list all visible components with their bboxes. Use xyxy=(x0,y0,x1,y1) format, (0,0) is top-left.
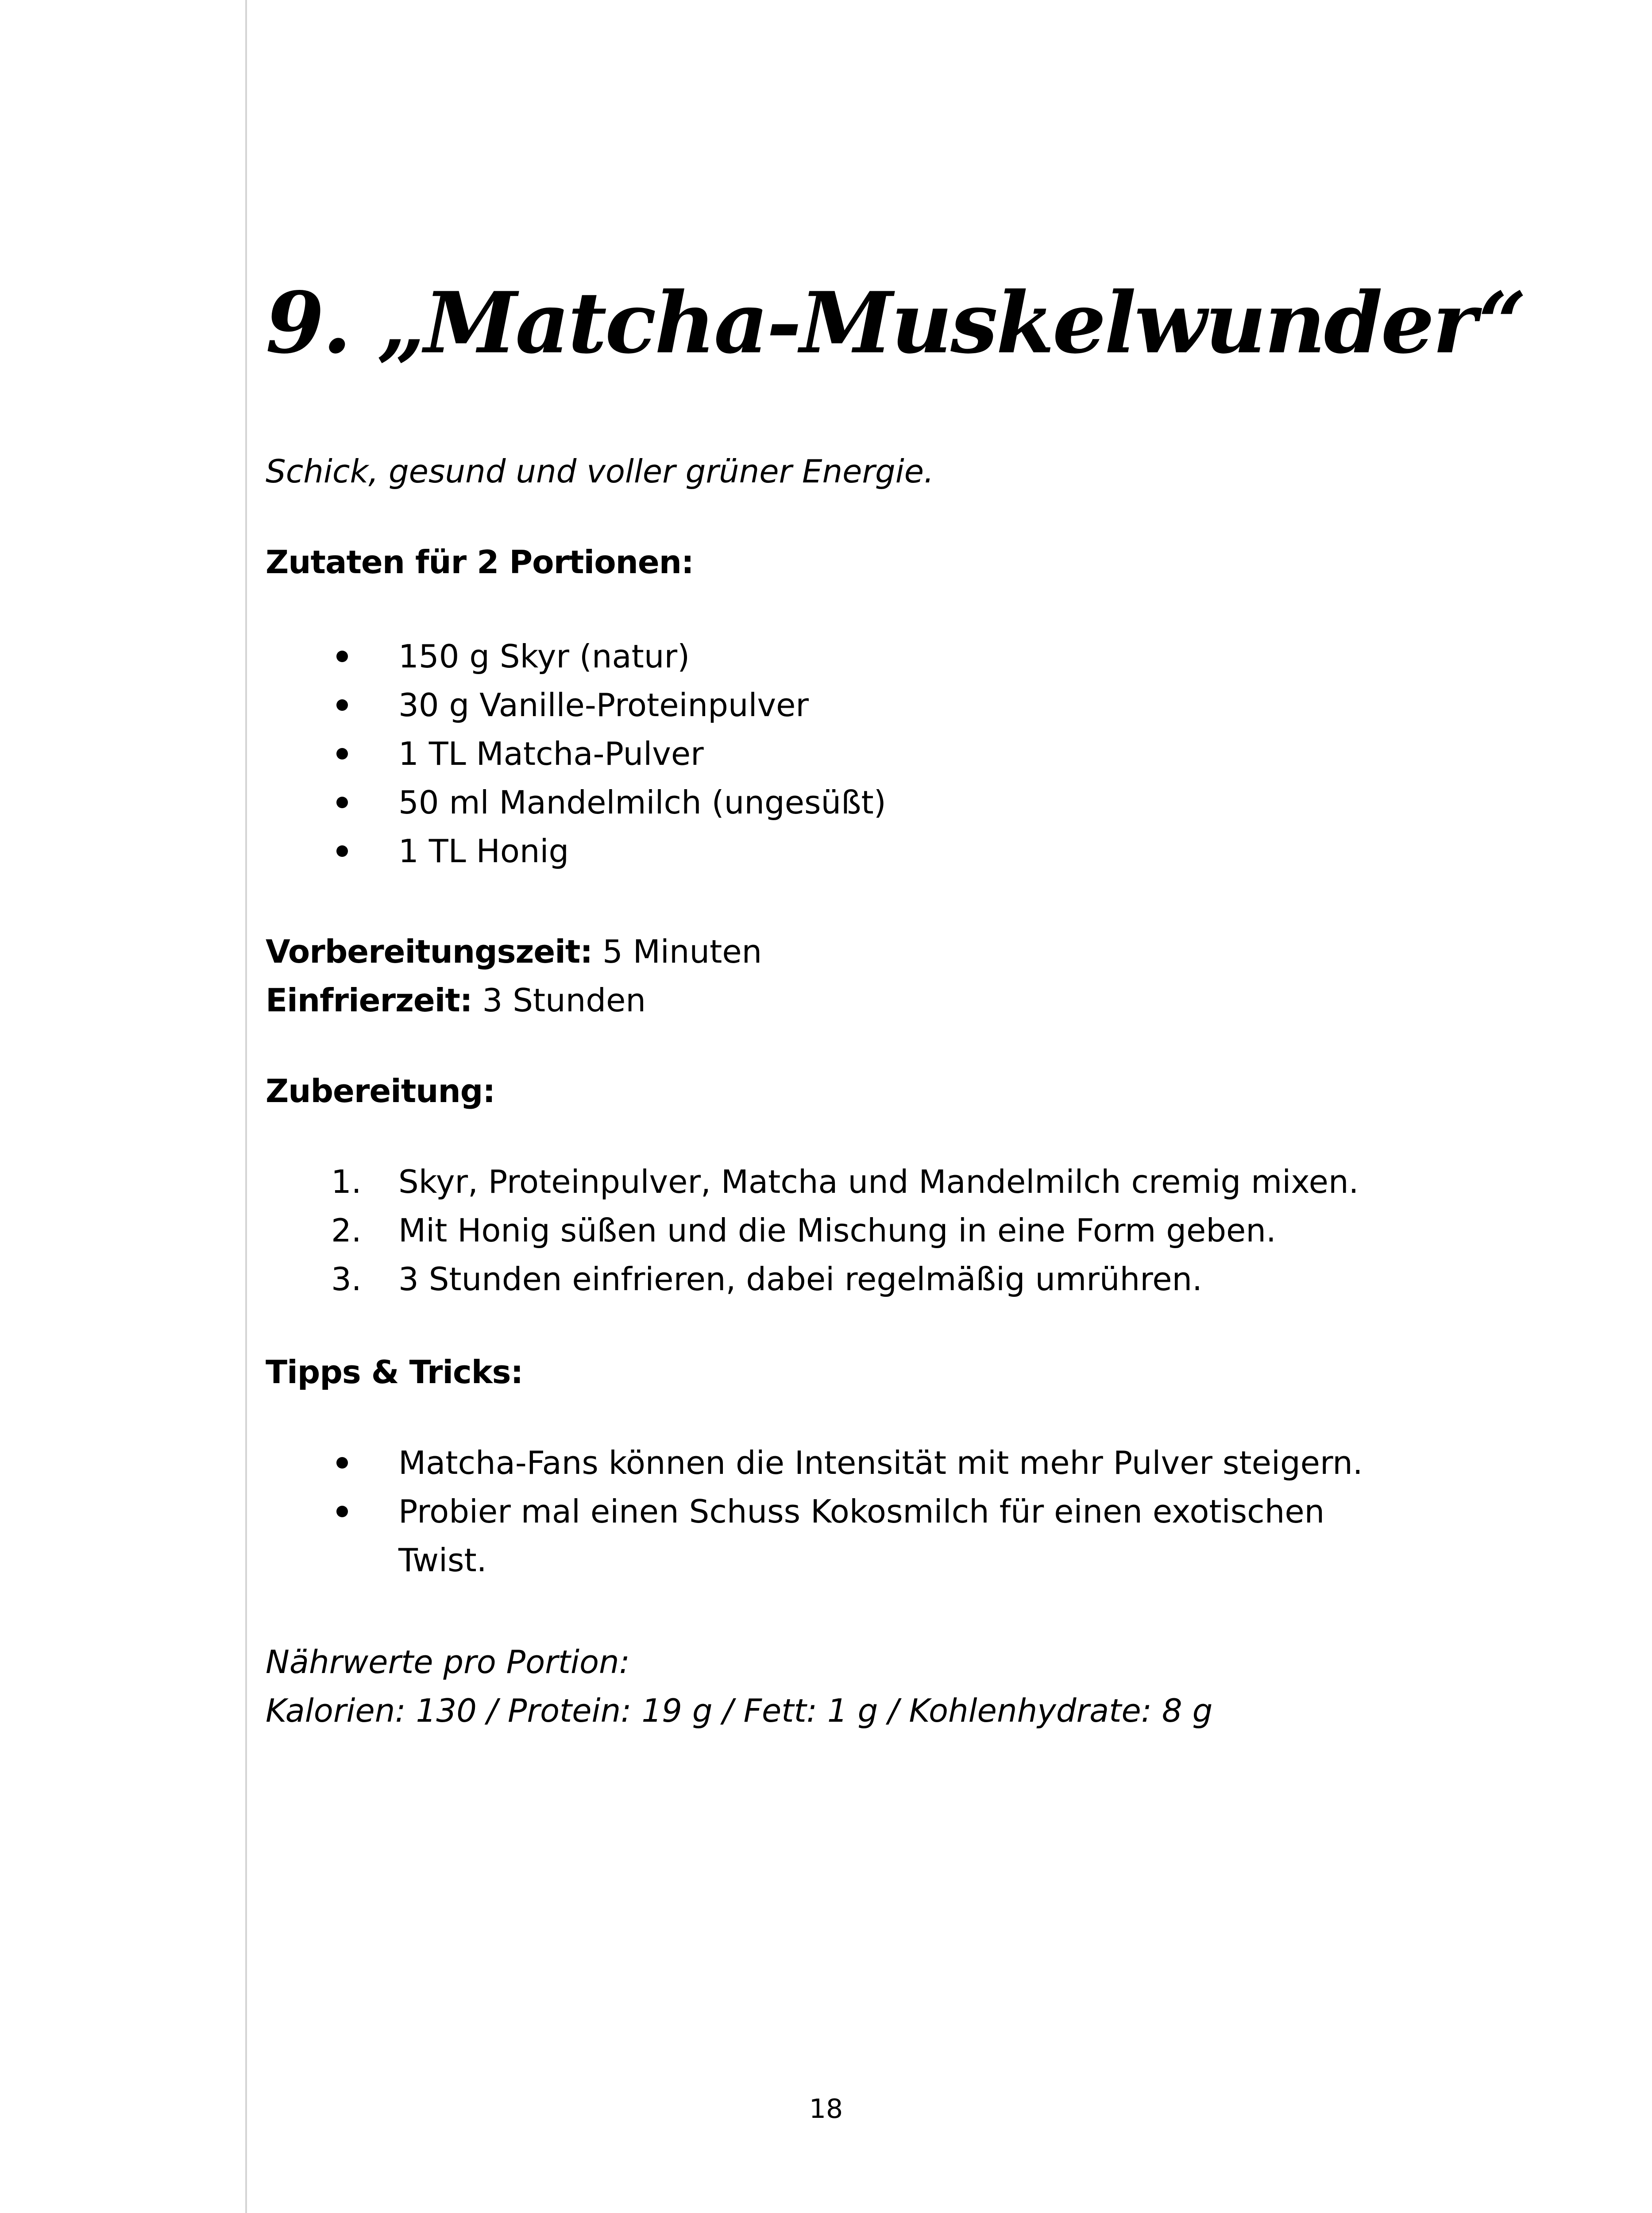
nutrition-info xyxy=(266,1638,1212,1735)
ingredient-text: 1 TL Matcha-Pulver xyxy=(398,735,704,772)
list-item xyxy=(266,827,886,875)
freeze-time-value: 3 Stunden xyxy=(482,982,646,1019)
list-item-continuation xyxy=(266,1536,1363,1585)
tip-text: Probier mal einen Schuss Kokosmilch für einen exotischen xyxy=(398,1493,1325,1530)
freeze-time xyxy=(266,976,762,1025)
recipe-tagline: Schick, gesund und voller grüner Energie. xyxy=(266,453,934,490)
page-number: 18 xyxy=(809,2093,843,2124)
prep-time xyxy=(266,927,762,976)
step-text: Skyr, Proteinpulver, Matcha und Mandelmilch cremig mixen. xyxy=(398,1163,1359,1200)
tip-text: Twist. xyxy=(398,1542,487,1579)
ingredient-text: 150 g Skyr (natur) xyxy=(398,638,690,675)
list-item xyxy=(266,1206,1359,1255)
preparation-steps xyxy=(266,1157,1359,1303)
ingredient-text: 30 g Vanille-Proteinpulver xyxy=(398,686,809,724)
list-item xyxy=(266,1255,1359,1303)
bullet-icon xyxy=(336,1457,348,1469)
tips-list xyxy=(266,1438,1363,1585)
bullet-icon xyxy=(336,797,348,808)
prep-time-label: Vorbereitungszeit: xyxy=(266,933,593,970)
page-margin-rule xyxy=(245,0,247,2213)
step-number: 2. xyxy=(331,1212,362,1249)
freeze-time-label: Einfrierzeit: xyxy=(266,982,472,1019)
bullet-icon xyxy=(336,699,348,711)
step-text: 3 Stunden einfrieren, dabei regelmäßig umrühren. xyxy=(398,1261,1203,1298)
ingredient-text: 1 TL Honig xyxy=(398,833,569,870)
bullet-icon xyxy=(336,651,348,662)
ingredient-text: 50 ml Mandelmilch (ungesüßt) xyxy=(398,784,886,821)
list-item xyxy=(266,729,886,778)
ingredients-heading: Zutaten für 2 Portionen: xyxy=(266,544,694,581)
list-item xyxy=(266,1438,1363,1487)
ingredients-list xyxy=(266,632,886,875)
list-item xyxy=(266,778,886,827)
tips-heading: Tipps & Tricks: xyxy=(266,1353,523,1391)
step-number: 3. xyxy=(331,1261,362,1298)
list-item xyxy=(266,1157,1359,1206)
nutrition-values: Kalorien: 130 / Protein: 19 g / Fett: 1 g / Kohlenhydrate: 8 g xyxy=(266,1692,1213,1729)
prep-time-value: 5 Minuten xyxy=(602,933,762,970)
list-item xyxy=(266,632,886,681)
timing-info xyxy=(266,927,762,1025)
preparation-heading: Zubereitung: xyxy=(266,1072,495,1110)
list-item xyxy=(266,1487,1363,1536)
step-text: Mit Honig süßen und die Mischung in eine Form geben. xyxy=(398,1212,1276,1249)
bullet-icon xyxy=(336,845,348,857)
nutrition-label: Nährwerte pro Portion: xyxy=(266,1643,630,1681)
recipe-title: 9. „Matcha-Muskelwunder“ xyxy=(266,274,1525,372)
tip-text: Matcha-Fans können die Intensität mit mehr Pulver steigern. xyxy=(398,1444,1363,1481)
step-number: 1. xyxy=(331,1163,362,1200)
list-item xyxy=(266,681,886,729)
bullet-icon xyxy=(336,748,348,760)
bullet-icon xyxy=(336,1506,348,1517)
